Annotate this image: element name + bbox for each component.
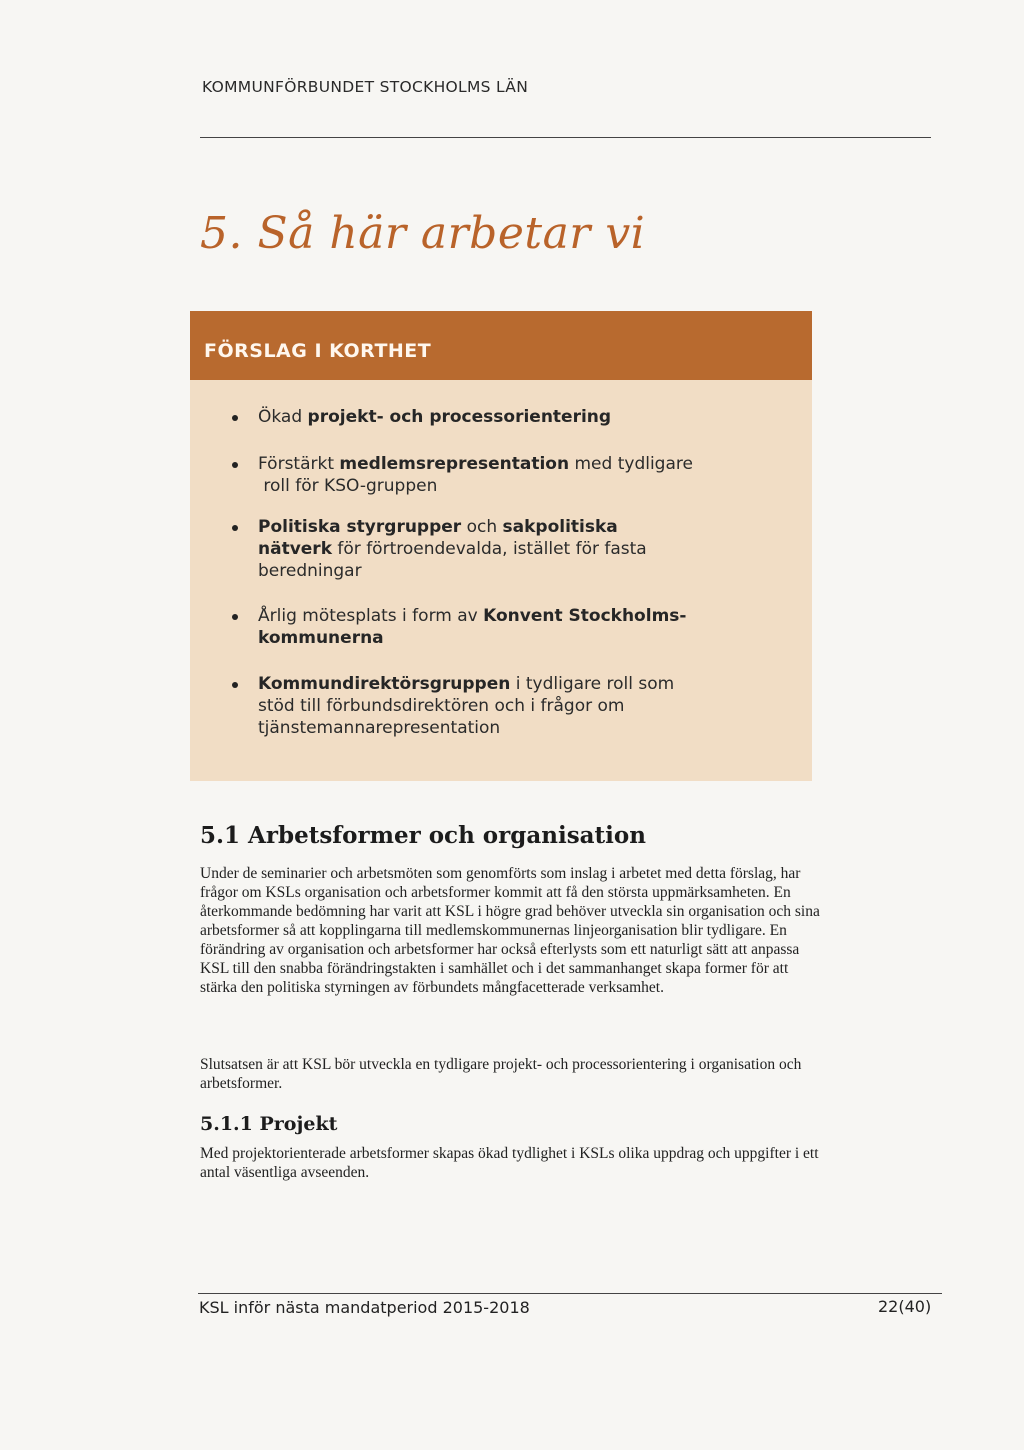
bullet-icon: [232, 525, 238, 531]
section-5-1-1-paragraph: Med projektorienterade arbetsformer skapas ökad tydlighet i KSLs olika uppdrag och uppgifter i ett antal väsentliga avseenden.: [200, 1145, 819, 1181]
summary-box: [190, 311, 812, 781]
summary-item-text: Ökad projekt- och processorientering: [258, 407, 612, 427]
section-heading-5-1-1: 5.1.1 Projekt: [200, 1113, 338, 1135]
header-rule: [200, 137, 931, 138]
summary-box-heading: FÖRSLAG I KORTHET: [204, 340, 432, 362]
bullet-icon: [232, 415, 238, 421]
summary-item-text: Politiska styrgrupper och sakpolitiska nätverk för förtroendevalda, istället för fasta beredningar: [258, 517, 647, 581]
summary-list: [190, 311, 812, 781]
section-heading-5-1: 5.1 Arbetsformer och organisation: [200, 822, 646, 849]
running-header: KOMMUNFÖRBUNDET STOCKHOLMS LÄN: [202, 78, 529, 96]
chapter-title: 5. Så här arbetar vi: [200, 208, 646, 259]
footer-rule: [198, 1293, 942, 1294]
summary-item-text: Årlig mötesplats i form av Konvent Stockholms- kommunerna: [258, 606, 687, 648]
bullet-icon: [232, 682, 238, 688]
bullet-icon: [232, 614, 238, 620]
footer-page-number: 22(40): [878, 1297, 932, 1316]
bullet-icon: [232, 462, 238, 468]
section-5-1-paragraph-2: Slutsatsen är att KSL bör utveckla en tydligare projekt- och processorientering i organisation och arbetsformer.: [200, 1056, 802, 1092]
summary-item-text: Kommundirektörsgruppen i tydligare roll som stöd till förbundsdirektören och i frågor om tjänstemannarepresentation: [258, 674, 675, 738]
summary-item-text: Förstärkt medlemsrepresentation med tydligare roll för KSO-gruppen: [258, 454, 693, 496]
section-5-1-paragraph-1: Under de seminarier och arbetsmöten som genomförts som inslag i arbetet med detta förslag, har frågor om KSLs organisation och arbetsformer kommit att få den största uppmärksamheten. En återkommande bedömning har varit att KSL i högre grad behöver utveckla sin organisation och sina arbetsformer så att kopplingarna till medlemskommunernas linjeorganisation blir tydligare. En förändring av organisation och arbetsformer har också efterlysts som ett naturligt sätt att anpassa KSL till den snabba förändringstakten i samhället och i det sammanhanget skapa former för att stärka den politiska styrningen av förbundets mångfacetterade verksamhet.: [200, 865, 820, 996]
footer-document-title: KSL inför nästa mandatperiod 2015-2018: [199, 1298, 530, 1317]
